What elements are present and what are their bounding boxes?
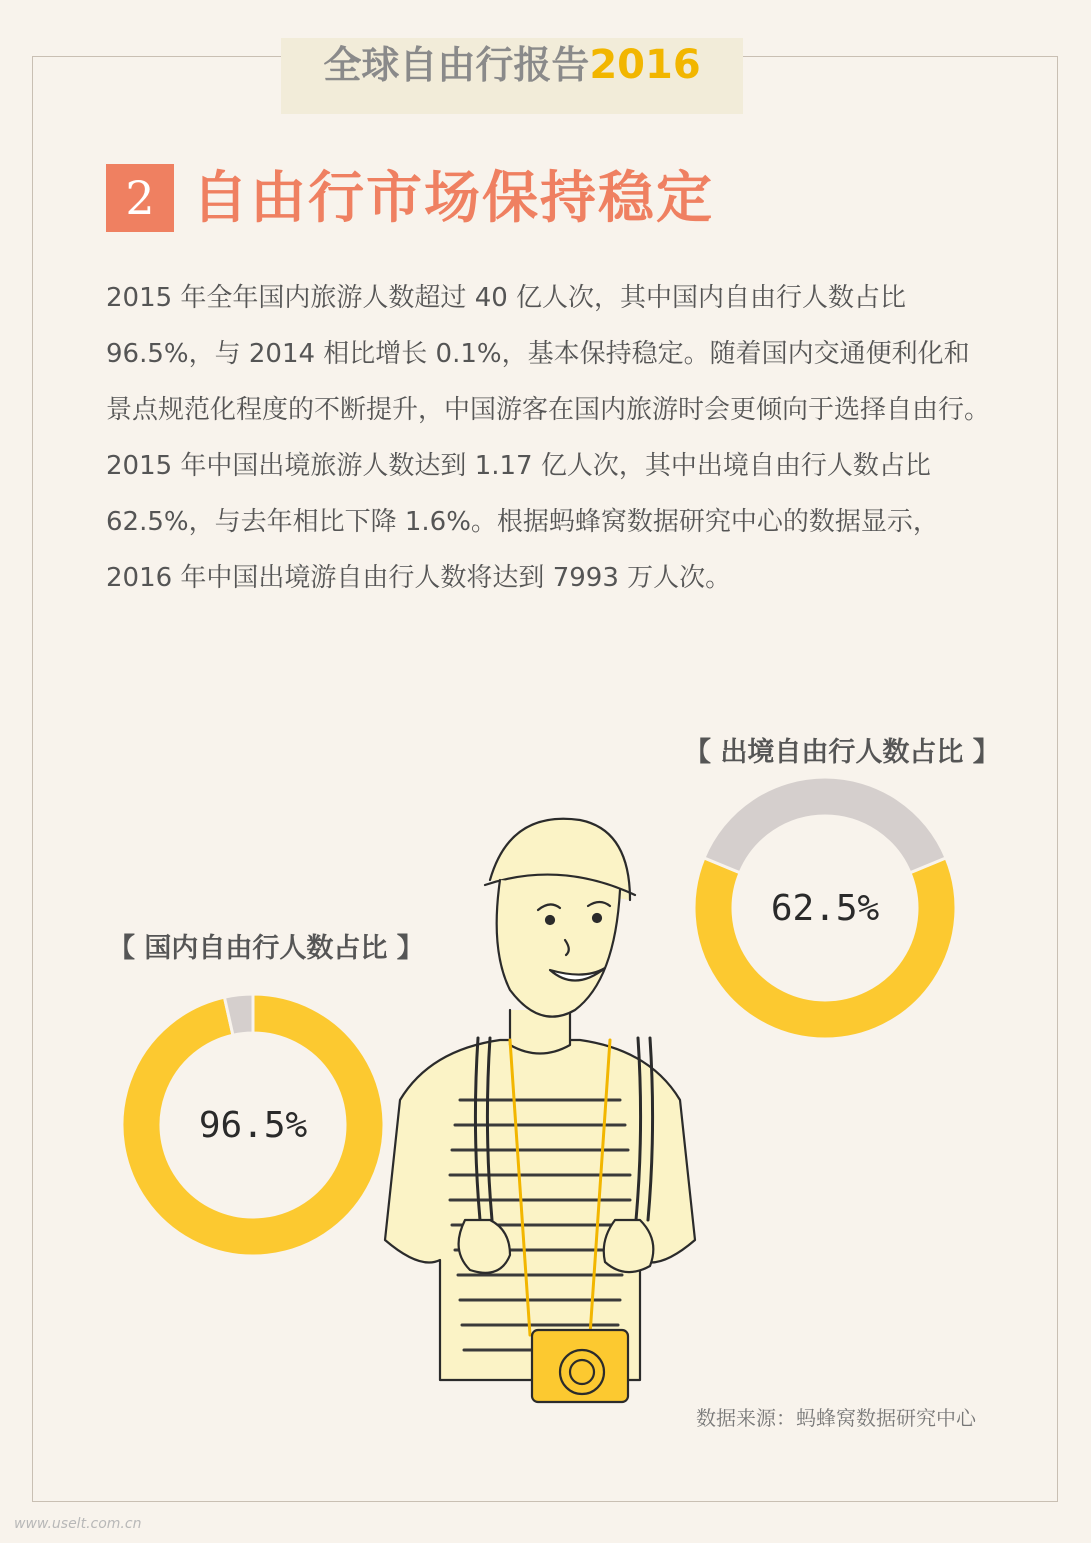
tourist-illustration xyxy=(360,800,720,1420)
outbound-slice-1 xyxy=(704,777,946,873)
body-paragraph: 2015 年全年国内旅游人数超过 40 亿人次，其中国内自由行人数占比 96.5%，与 2014 相比增长 0.1%，基本保持稳定。随着国内交通便利化和景点规范化程度的不断提升，中国游客在国内旅游时会更倾向于选择自由行。2015 年中国出境旅游人数达到 1.17 亿人次，其中出境自由行人数占比 62.5%，与去年相比下降 1.6%。根据蚂蜂窝数据研究中心的数据显示，2016 年中国出境游自由行人数将达到 7993 万人次。 xyxy=(106,283,991,593)
watermark: www.uselt.com.cn xyxy=(14,1516,142,1532)
report-header xyxy=(281,38,743,114)
report-title: 全球自由行报告 xyxy=(323,43,590,87)
outbound-slice-0 xyxy=(694,858,956,1039)
outbound-chart-title: 【 出境自由行人数占比 】 xyxy=(684,737,1000,768)
outbound-donut-chart xyxy=(694,777,956,1039)
domestic-chart-title: 【 国内自由行人数占比 】 xyxy=(108,933,424,964)
report-year: 2016 xyxy=(589,42,701,88)
domestic-donut-chart xyxy=(122,994,384,1256)
outbound-percent-label: 62.5% xyxy=(770,888,880,929)
section-number: 2 xyxy=(106,164,174,232)
domestic-percent-label: 96.5% xyxy=(198,1105,308,1146)
section-title: 自由行市场保持稳定 xyxy=(192,165,714,231)
data-source: 数据来源：蚂蜂窝数据研究中心 xyxy=(696,1406,976,1430)
